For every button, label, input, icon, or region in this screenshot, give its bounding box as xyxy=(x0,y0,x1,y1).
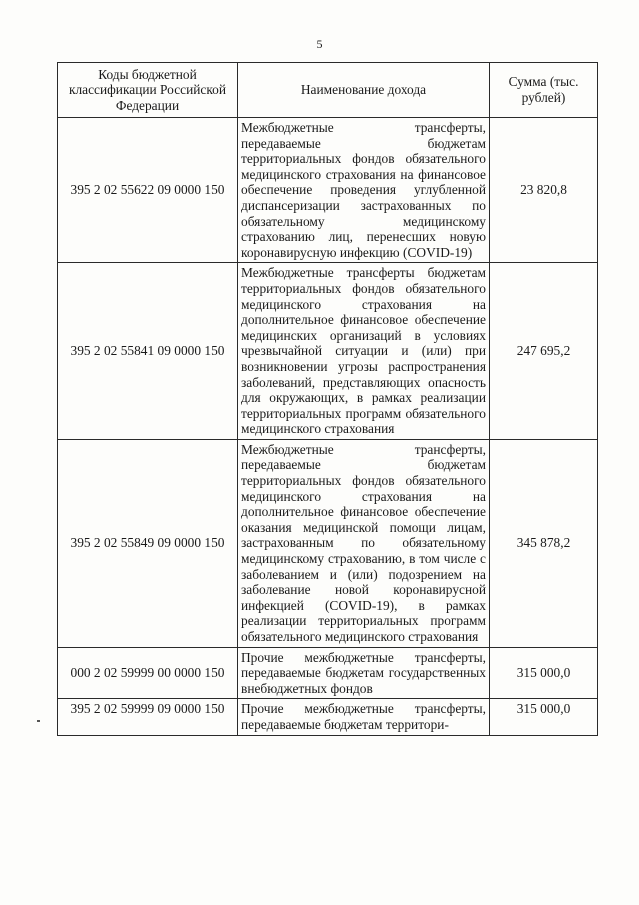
header-amount: Сумма (тыс. рублей) xyxy=(490,63,598,118)
row-code: 395 2 02 59999 09 0000 150 xyxy=(58,699,238,735)
header-revenue-name: Наименование дохода xyxy=(238,63,490,118)
table-row xyxy=(58,263,598,440)
row-name: Межбюджетные трансферты, передаваемые бюджетам территориальных фондов обязательного медицинского страхования на дополнительное финансовое обеспечение оказания медицинской помощи лицам, застрахованным по обязательному медицинскому страхованию, в том числе с заболеванием и (или) подозрением на заболевание новой коронавирусной инфекцией (COVID-19), в рамках реализации территориальных программ обязательного медицинского страхования xyxy=(238,439,490,647)
scan-speck xyxy=(37,720,40,722)
table-header-row xyxy=(58,63,598,118)
row-amount: 23 820,8 xyxy=(490,118,598,263)
row-code: 000 2 02 59999 00 0000 150 xyxy=(58,647,238,699)
table-row xyxy=(58,647,598,699)
table-row xyxy=(58,699,598,735)
row-name: Прочие межбюджетные трансферты, передаваемые бюджетам государственных внебюджетных фондов xyxy=(238,647,490,699)
budget-revenue-table xyxy=(57,62,598,736)
row-amount: 345 878,2 xyxy=(490,439,598,647)
row-amount: 315 000,0 xyxy=(490,699,598,735)
row-name: Межбюджетные трансферты бюджетам территориальных фондов обязательного медицинского страхования на дополнительное финансовое обеспечение медицинских организаций в условиях чрезвычайной ситуации и (или) при возникновении угрозы распространения заболеваний, представляющих опасность для окружающих, в рамках реализации территориальных программ обязательного медицинского страхования xyxy=(238,263,490,440)
row-name: Прочие межбюджетные трансферты, передаваемые бюджетам территори- xyxy=(238,699,490,735)
row-code: 395 2 02 55849 09 0000 150 xyxy=(58,439,238,647)
row-amount: 247 695,2 xyxy=(490,263,598,440)
row-code: 395 2 02 55622 09 0000 150 xyxy=(58,118,238,263)
row-name: Межбюджетные трансферты, передаваемые бюджетам территориальных фондов обязательного медицинского страхования на финансовое обеспечение проведения углубленной диспансеризации застрахованных по обязательному медицинскому страхованию лиц, перенесших новую коронавирусную инфекцию (COVID-19) xyxy=(238,118,490,263)
row-amount: 315 000,0 xyxy=(490,647,598,699)
row-code: 395 2 02 55841 09 0000 150 xyxy=(58,263,238,440)
table-row xyxy=(58,118,598,263)
table-row xyxy=(58,439,598,647)
header-budget-code: Коды бюджетной классификации Российской Федерации xyxy=(58,63,238,118)
page-number: 5 xyxy=(316,37,323,51)
